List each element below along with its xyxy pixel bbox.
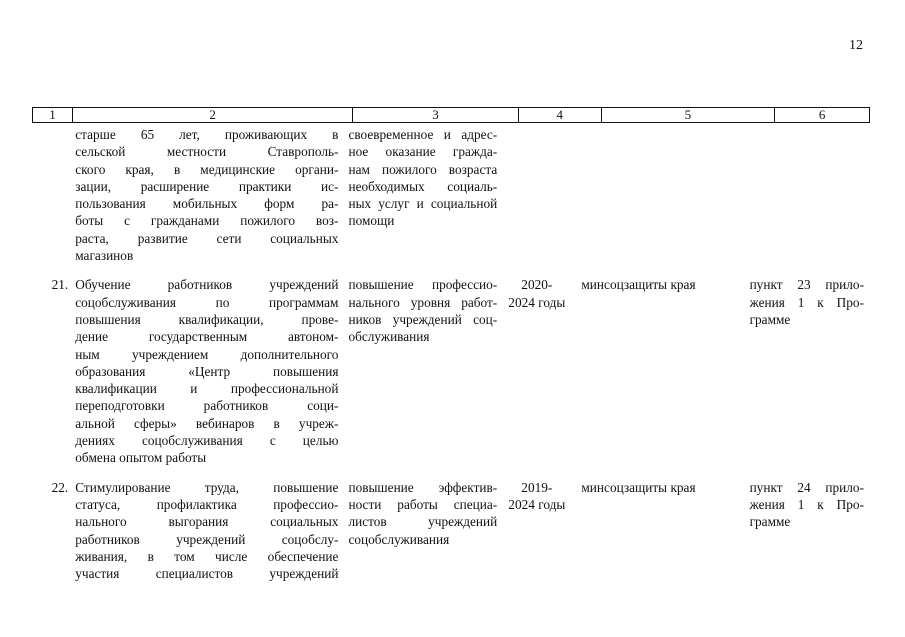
header-col-4: 4 — [519, 108, 602, 122]
result-line: ников учреждений соц- — [348, 311, 498, 327]
page-number: 12 — [849, 38, 863, 53]
activity-line: переподготовки работников соци- — [75, 398, 339, 414]
result-line: ности работы специа- — [348, 496, 498, 512]
header-col-1: 1 — [33, 108, 73, 122]
executor-line: минсоцзащиты края — [581, 277, 696, 293]
result-cell — [338, 126, 497, 230]
activity-line: сельской местности Ставрополь- — [75, 144, 339, 160]
result-cell — [338, 276, 497, 345]
result-line: помощи — [348, 213, 395, 229]
activity-line: работников учреждений соцобслу- — [75, 531, 339, 547]
activity-line: повышения квалификации, прове- — [75, 311, 339, 327]
activity-line: старше 65 лет, проживающих в — [75, 127, 339, 142]
activity-line: образования «Центр повышения — [75, 363, 339, 379]
activity-line: Обучение работников учреждений — [75, 277, 339, 293]
activity-line: обмена опытом работы — [75, 450, 207, 466]
period-line: 2024 годы — [508, 496, 566, 512]
reference-line: грамме — [749, 311, 791, 327]
activity-line: раста, развитие сети социальных — [75, 230, 339, 246]
reference-line: жения 1 к Про- — [749, 496, 864, 512]
activity-line: альной сферы» вебинаров в учреж- — [75, 415, 339, 431]
table-row — [32, 276, 870, 466]
reference-line: пункт 24 прило- — [749, 479, 864, 495]
period-line: 2019- — [521, 479, 553, 495]
activity-line: статуса, профилактика профессио- — [75, 496, 339, 512]
period-line: 2024 годы — [508, 294, 566, 310]
reference-line: грамме — [749, 514, 791, 530]
activity-line: живания, в том числе обеспечение — [75, 548, 339, 564]
result-line: ное оказание гражда- — [348, 144, 498, 160]
activity-line: магазинов — [75, 248, 134, 264]
executor-cell — [576, 479, 742, 496]
activity-line: ского края, в медицинские органи- — [75, 161, 339, 177]
reference-line: жения 1 к Про- — [749, 294, 864, 310]
reference-cell — [743, 479, 870, 531]
result-line: нального уровня работ- — [348, 294, 498, 310]
period-cell — [497, 276, 576, 311]
header-col-2: 2 — [73, 108, 353, 122]
result-line: ных услуг и социальной — [348, 196, 498, 212]
activity-line: зации, расширение практики ис- — [75, 178, 339, 194]
activity-line: ным учреждением дополнительного — [75, 346, 339, 362]
table-header-row — [32, 107, 870, 123]
activity-line: нального выгорания социальных — [75, 514, 339, 530]
table-body — [32, 126, 870, 582]
activity-line: квалификации и профессиональной — [75, 381, 339, 397]
row-number: 21. — [51, 277, 69, 293]
activity-line: боты с гражданами пожилого воз- — [75, 213, 339, 229]
result-line: повышение профессио- — [348, 277, 498, 293]
activity-cell — [70, 479, 338, 583]
activity-line: пользования мобильных форм ра- — [75, 196, 339, 212]
reference-line: пункт 23 прило- — [749, 277, 864, 293]
activity-line: соцобслуживания по программам — [75, 294, 339, 310]
table-row — [32, 479, 870, 583]
executor-cell — [576, 276, 742, 293]
period-line: 2020- — [521, 277, 553, 293]
result-cell — [338, 479, 497, 548]
activity-line: участия специалистов учреждений — [75, 566, 339, 582]
table-row — [32, 126, 870, 264]
activity-cell — [70, 276, 338, 466]
reference-cell — [743, 276, 870, 328]
activity-line: Стимулирование труда, повышение — [75, 479, 339, 495]
result-line: своевременное и адрес- — [348, 127, 498, 142]
executor-line: минсоцзащиты края — [581, 479, 696, 495]
result-line: повышение эффектив- — [348, 479, 498, 495]
result-line: листов учреждений — [348, 514, 498, 530]
header-col-6: 6 — [818, 107, 826, 122]
result-line: нам пожилого возраста — [348, 161, 498, 177]
row-number: 22. — [51, 479, 69, 495]
result-line: необходимых социаль- — [348, 178, 498, 194]
activity-cell — [70, 126, 338, 264]
period-cell — [497, 479, 576, 514]
activity-line: дениях соцобслуживания с целью — [75, 433, 339, 449]
result-line: соцобслуживания — [348, 531, 450, 547]
result-line: обслуживания — [348, 329, 430, 345]
header-col-3: 3 — [353, 108, 519, 122]
activity-line: дение государственным автоном- — [75, 329, 339, 345]
header-col-5: 5 — [602, 108, 776, 122]
